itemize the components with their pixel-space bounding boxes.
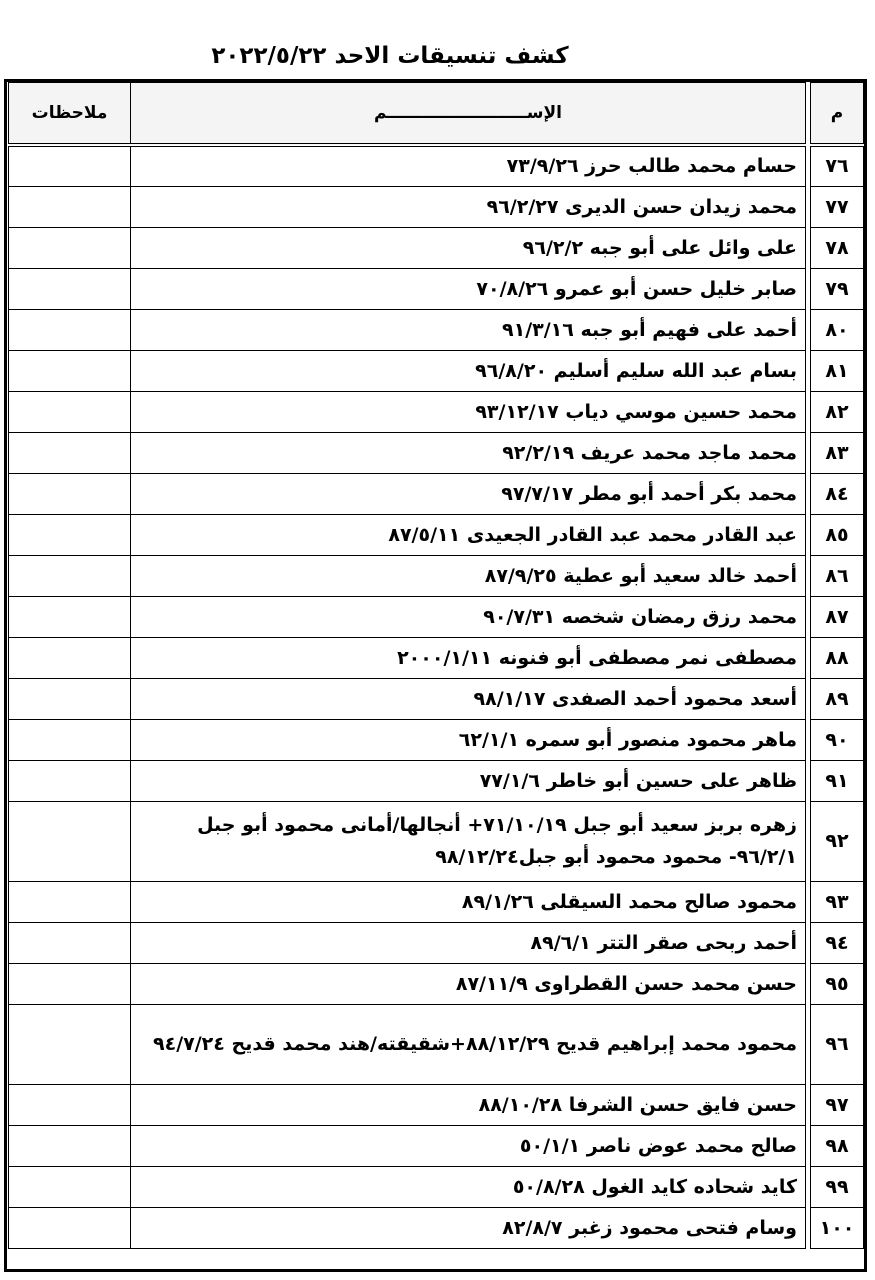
row-number: ٨٠ bbox=[811, 309, 864, 350]
table-body bbox=[9, 145, 864, 1248]
row-number: ١٠٠ bbox=[811, 1207, 864, 1248]
row-number: ٩٧ bbox=[811, 1084, 864, 1125]
row-notes bbox=[9, 678, 131, 719]
row-number: ٩٢ bbox=[811, 801, 864, 881]
table-row bbox=[9, 881, 864, 922]
row-name: أحمد خالد سعيد أبو عطية ٨٧/٩/٢٥ bbox=[131, 555, 806, 596]
row-number: ٧٧ bbox=[811, 186, 864, 227]
row-number: ٩٤ bbox=[811, 922, 864, 963]
row-gap bbox=[806, 1084, 811, 1125]
row-name: وسام فتحى محمود زغبر ٨٢/٨/٧ bbox=[131, 1207, 806, 1248]
row-notes bbox=[9, 514, 131, 555]
table-row bbox=[9, 1125, 864, 1166]
row-name: ظاهر على حسين أبو خاطر ٧٧/١/٦ bbox=[131, 760, 806, 801]
table-row bbox=[9, 596, 864, 637]
table-row bbox=[9, 922, 864, 963]
row-gap bbox=[806, 963, 811, 1004]
row-number: ٩٠ bbox=[811, 719, 864, 760]
row-notes bbox=[9, 1207, 131, 1248]
row-name: حسن فايق حسن الشرفا ٨٨/١٠/٢٨ bbox=[131, 1084, 806, 1125]
table-row bbox=[9, 350, 864, 391]
table-row bbox=[9, 186, 864, 227]
row-notes bbox=[9, 637, 131, 678]
row-gap bbox=[806, 555, 811, 596]
row-notes bbox=[9, 881, 131, 922]
row-gap bbox=[806, 1166, 811, 1207]
row-name: بسام عبد الله سليم أسليم ٩٦/٨/٢٠ bbox=[131, 350, 806, 391]
table-row bbox=[9, 309, 864, 350]
row-number: ٧٩ bbox=[811, 268, 864, 309]
row-notes bbox=[9, 145, 131, 186]
row-gap bbox=[806, 760, 811, 801]
row-notes bbox=[9, 227, 131, 268]
row-gap bbox=[806, 391, 811, 432]
row-notes bbox=[9, 963, 131, 1004]
row-name: محمود صالح محمد السيقلى ٨٩/١/٢٦ bbox=[131, 881, 806, 922]
table-row bbox=[9, 801, 864, 881]
row-notes bbox=[9, 760, 131, 801]
table-row bbox=[9, 514, 864, 555]
row-name: محمد حسين موسي دياب ٩٣/١٢/١٧ bbox=[131, 391, 806, 432]
row-notes bbox=[9, 555, 131, 596]
row-notes bbox=[9, 268, 131, 309]
row-gap bbox=[806, 473, 811, 514]
table-row bbox=[9, 473, 864, 514]
row-notes bbox=[9, 1004, 131, 1084]
row-gap bbox=[806, 922, 811, 963]
row-gap bbox=[806, 1004, 811, 1084]
row-gap bbox=[806, 881, 811, 922]
row-gap bbox=[806, 678, 811, 719]
header-name: الإســــــــــــــــــــــــم bbox=[131, 83, 806, 146]
row-number: ٨٣ bbox=[811, 432, 864, 473]
row-gap bbox=[806, 514, 811, 555]
page-title: كشف تنسيقات الاحد ٢٠٢٢/٥/٢٢ bbox=[211, 43, 569, 69]
row-name: صابر خليل حسن أبو عمرو ٧٠/٨/٢٦ bbox=[131, 268, 806, 309]
row-gap bbox=[806, 1207, 811, 1248]
row-gap bbox=[806, 801, 811, 881]
row-name: أحمد على فهيم أبو جبه ٩١/٣/١٦ bbox=[131, 309, 806, 350]
row-name: صالح محمد عوض ناصر ٥٠/١/١ bbox=[131, 1125, 806, 1166]
table-row bbox=[9, 1166, 864, 1207]
table-row bbox=[9, 555, 864, 596]
row-name: زهره بربز سعيد أبو جبل ٧١/١٠/١٩+ أنجالها/أمانى محمود أبو جبل ٩٦/٢/١- محمود محمود أبو جبل٩٨/١٢/٢٤ bbox=[131, 801, 806, 881]
table-row bbox=[9, 719, 864, 760]
row-number: ٩٣ bbox=[811, 881, 864, 922]
table-row bbox=[9, 678, 864, 719]
row-notes bbox=[9, 186, 131, 227]
row-name: أحمد ربحى صقر التتر ٨٩/٦/١ bbox=[131, 922, 806, 963]
row-number: ٩٩ bbox=[811, 1166, 864, 1207]
row-number: ٨٦ bbox=[811, 555, 864, 596]
row-name: حسن محمد حسن القطراوى ٨٧/١١/٩ bbox=[131, 963, 806, 1004]
row-gap bbox=[806, 186, 811, 227]
row-notes bbox=[9, 350, 131, 391]
header-notes: ملاحظات bbox=[9, 83, 131, 146]
header-num: م bbox=[811, 83, 864, 146]
row-notes bbox=[9, 1125, 131, 1166]
row-number: ٨١ bbox=[811, 350, 864, 391]
row-notes bbox=[9, 801, 131, 881]
table-row bbox=[9, 391, 864, 432]
row-gap bbox=[806, 145, 811, 186]
row-gap bbox=[806, 227, 811, 268]
row-gap bbox=[806, 350, 811, 391]
row-number: ٩٨ bbox=[811, 1125, 864, 1166]
row-number: ٨٧ bbox=[811, 596, 864, 637]
row-gap bbox=[806, 637, 811, 678]
table-row bbox=[9, 432, 864, 473]
table-row bbox=[9, 145, 864, 186]
row-notes bbox=[9, 432, 131, 473]
row-name: محمد زيدان حسن الديرى ٩٦/٢/٢٧ bbox=[131, 186, 806, 227]
table-row bbox=[9, 760, 864, 801]
table-row bbox=[9, 963, 864, 1004]
row-notes bbox=[9, 1166, 131, 1207]
row-name: كايد شحاده كايد الغول ٥٠/٨/٢٨ bbox=[131, 1166, 806, 1207]
row-name: محمد بكر أحمد أبو مطر ٩٧/٧/١٧ bbox=[131, 473, 806, 514]
row-name: محمد ماجد محمد عريف ٩٢/٢/١٩ bbox=[131, 432, 806, 473]
row-notes bbox=[9, 922, 131, 963]
row-gap bbox=[806, 596, 811, 637]
table-row bbox=[9, 227, 864, 268]
table-row bbox=[9, 268, 864, 309]
row-notes bbox=[9, 719, 131, 760]
header-gap bbox=[806, 83, 811, 146]
row-name: محمد رزق رمضان شخصه ٩٠/٧/٣١ bbox=[131, 596, 806, 637]
row-number: ٨٢ bbox=[811, 391, 864, 432]
row-name: أسعد محمود أحمد الصفدى ٩٨/١/١٧ bbox=[131, 678, 806, 719]
row-name: مصطفى نمر مصطفى أبو فنونه ٢٠٠٠/١/١١ bbox=[131, 637, 806, 678]
row-name: على وائل على أبو جبه ٩٦/٢/٢ bbox=[131, 227, 806, 268]
row-number: ٧٦ bbox=[811, 145, 864, 186]
row-number: ٩٥ bbox=[811, 963, 864, 1004]
row-number: ٧٨ bbox=[811, 227, 864, 268]
row-gap bbox=[806, 432, 811, 473]
row-number: ٩١ bbox=[811, 760, 864, 801]
row-gap bbox=[806, 719, 811, 760]
row-notes bbox=[9, 391, 131, 432]
table-row bbox=[9, 1084, 864, 1125]
names-table bbox=[8, 82, 864, 1249]
row-gap bbox=[806, 268, 811, 309]
row-name: محمود محمد إبراهيم قديح ٨٨/١٢/٢٩+شقيقته/هند محمد قديح ٩٤/٧/٢٤ bbox=[131, 1004, 806, 1084]
row-name: حسام محمد طالب حرز ٧٣/٩/٢٦ bbox=[131, 145, 806, 186]
row-number: ٨٨ bbox=[811, 637, 864, 678]
row-gap bbox=[806, 1125, 811, 1166]
row-number: ٨٩ bbox=[811, 678, 864, 719]
row-name: ماهر محمود منصور أبو سمره ٦٢/١/١ bbox=[131, 719, 806, 760]
row-notes bbox=[9, 309, 131, 350]
row-number: ٨٥ bbox=[811, 514, 864, 555]
row-notes bbox=[9, 473, 131, 514]
table-row bbox=[9, 1207, 864, 1248]
row-number: ٨٤ bbox=[811, 473, 864, 514]
row-number: ٩٦ bbox=[811, 1004, 864, 1084]
row-gap bbox=[806, 309, 811, 350]
row-name: عبد القادر محمد عبد القادر الجعيدى ٨٧/٥/١١ bbox=[131, 514, 806, 555]
table-row bbox=[9, 1004, 864, 1084]
row-notes bbox=[9, 596, 131, 637]
table-row bbox=[9, 637, 864, 678]
header-row bbox=[9, 83, 864, 146]
row-notes bbox=[9, 1084, 131, 1125]
